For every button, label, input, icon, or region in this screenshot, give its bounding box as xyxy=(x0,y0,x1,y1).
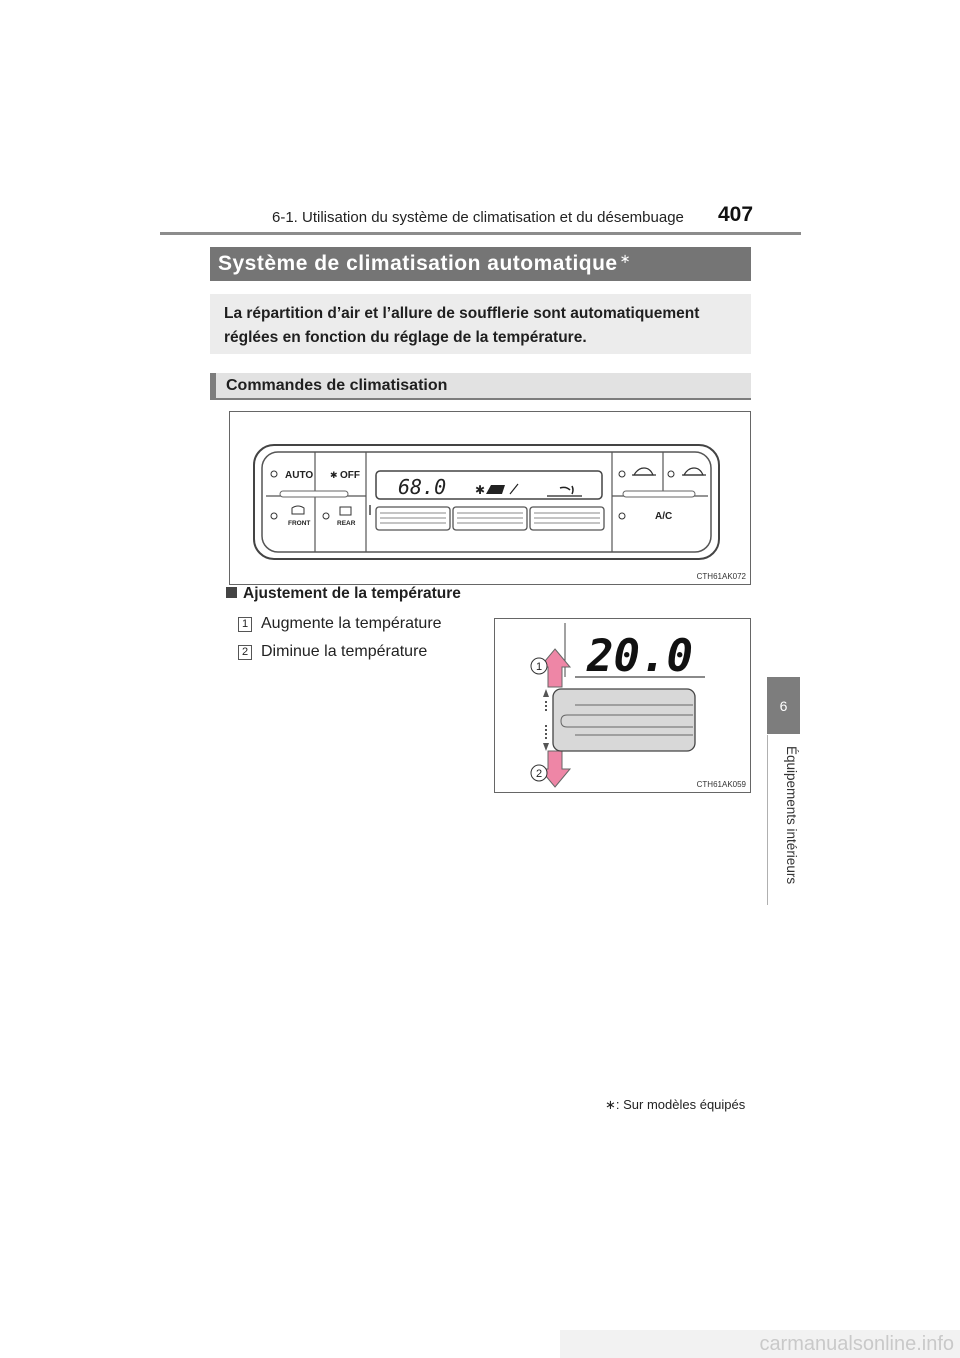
intro-line-2: réglées en fonction du réglage de la température. xyxy=(224,329,587,346)
footnote xyxy=(605,1097,745,1113)
auto-button-label: AUTO xyxy=(285,470,314,481)
side-divider xyxy=(767,735,768,905)
svg-text:✱: ✱ xyxy=(330,471,338,481)
footnote-marker: ∗ xyxy=(605,1097,616,1112)
list-item xyxy=(238,615,442,633)
item-number: 2 xyxy=(238,645,252,660)
display-temp-readout: 68.0 xyxy=(398,475,447,499)
rear-button-label: REAR xyxy=(337,520,356,527)
list-item xyxy=(238,643,427,661)
temperature-adjust-figure xyxy=(494,618,751,793)
section-title-text: Système de climatisation automatique xyxy=(218,252,618,275)
display-temp-large: 20.0 xyxy=(587,631,693,682)
control-panel-illustration xyxy=(230,412,750,584)
off-button-label: OFF xyxy=(340,470,360,481)
chapter-tab[interactable]: 6 xyxy=(767,677,800,734)
figure-code: CTH61AK072 xyxy=(696,572,746,581)
temperature-adjust-illustration xyxy=(495,619,750,792)
equipped-marker: ∗ xyxy=(619,251,632,266)
watermark: carmanualsonline.info xyxy=(560,1330,960,1358)
intro-line-1: La répartition d’air et l’allure de soufflerie sont automatiquement xyxy=(224,305,700,322)
item-number: 1 xyxy=(238,617,252,632)
subsection-title: Commandes de climatisation xyxy=(210,373,751,400)
item-text: Diminue la température xyxy=(261,643,428,660)
item-text: Augmente la température xyxy=(261,615,442,632)
bullet-square-icon xyxy=(226,587,237,598)
footnote-text: : Sur modèles équipés xyxy=(615,1097,746,1112)
temperature-heading xyxy=(226,585,461,603)
figure-code: CTH61AK059 xyxy=(696,780,746,789)
svg-text:✱: ✱ xyxy=(475,483,486,497)
ac-button-label: A/C xyxy=(655,511,673,522)
intro-box xyxy=(210,294,751,354)
page-number: 407 xyxy=(718,203,754,226)
chapter-title: 6-1. Utilisation du système de climatisation et du désembuage xyxy=(272,209,684,226)
front-button-label: FRONT xyxy=(288,520,311,527)
up-arrow-label: 1 xyxy=(535,661,543,673)
down-arrow-label: 2 xyxy=(535,768,543,780)
section-title xyxy=(210,247,751,281)
header-rule xyxy=(160,232,801,235)
control-panel-figure xyxy=(229,411,751,585)
chapter-tab-label: Équipements intérieurs xyxy=(784,746,799,885)
temperature-heading-text: Ajustement de la température xyxy=(243,585,461,602)
